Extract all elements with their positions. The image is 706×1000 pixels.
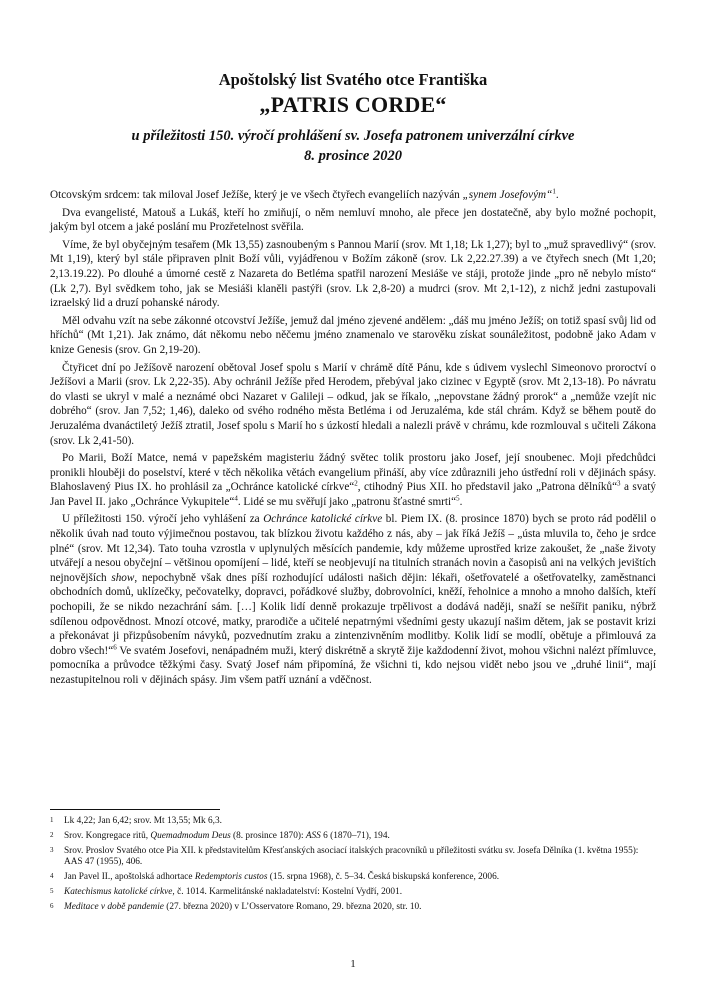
footnote-text-part: (15. srpna 1968), č. 5–34. Česká biskupská konference, 2006. bbox=[267, 872, 500, 883]
footnote-text-part: 6 (1870–71), 194. bbox=[320, 830, 390, 841]
footnote-ref-4[interactable]: 4 bbox=[234, 494, 238, 503]
p6-text-e: . bbox=[459, 495, 463, 508]
footnotes bbox=[50, 816, 656, 917]
p7-text-a: U příležitosti 150. výročí jeho vyhlášení za bbox=[62, 513, 264, 526]
footnote-number: 2 bbox=[50, 830, 54, 839]
subtitle-occasion: u příležitosti 150. výročí prohlášení sv. Josefa patronem univerzální církve bbox=[131, 128, 575, 144]
footnote-number: 4 bbox=[50, 872, 54, 881]
document-title: „PATRIS CORDE“ bbox=[259, 92, 447, 117]
footnote-3 bbox=[50, 846, 656, 870]
footnote-text-part: Jan Pavel II., apoštolská adhortace bbox=[64, 872, 195, 883]
paragraph-1 bbox=[50, 188, 656, 203]
paragraph-2: Dva evangelisté, Matouš a Lukáš, kteří ho zmiňují, o něm nemluví mnoho, ale přece jen dostatečně, aby bylo možné pochopit, jakým byl otcem a jaké poslání mu Prozřetelnost svěřila. bbox=[50, 206, 656, 234]
paragraph-3: Víme, že byl obyčejným tesařem (Mk 13,55) zasnoubeným s Pannou Marií (srov. Mt 1,18; Lk 1,27); byl to „muž spravedlivý“ (srov. Mt 1,19), který byl stále připraven plnit Boží vůli, vyjádřenou v Božím zákoně (srov. Lk 2,22.27.39) a ve čtyřech snech (Mt 1,20; 2,13.19.22). Po dlouhé a úmorné cestě z Nazareta do Betléma spatřil narození Mesiáše ve stáji, protože jinde „pro ně nebylo místo“ (Lk 2,7). Byl svědkem toho, jak se Mesiáši klaněli pastýři (srov. Lk 2,8-20) a mudrci (srov. Mt 2,1-12), z nichž jedni zastupovali izraelský lid a druzí pohanské národy. bbox=[50, 238, 656, 310]
p1-text: Otcovským srdcem: tak miloval Josef Ježíše, který je ve všech čtyřech evangeliích nazýván bbox=[50, 189, 463, 201]
footnote-text-part: (27. března 2020) v L’Osservatore Romano, 29. března 2020, str. 10. bbox=[163, 901, 422, 912]
p7-text-f: Ve svatém Josefovi, nenápadném muži, který diskrétně a skrytě žije každodenní život, mohou všichni nalézt přímluvce, pomocníka a průvodce těžkými časy. Svatý Josef nám připomíná, že všichni ti, kdo nejsou vidět nebo jsou ve „druhé linii“, mají nezastupitelnou roli v dějinách spásy. Jim všem patří uznání a vděčnost. bbox=[50, 644, 657, 686]
footnote-italic: Katechismus katolické církve bbox=[64, 886, 173, 897]
footnote-text-part: Lk 4,22; Jan 6,42; srov. Mt 13,55; Mk 6,3. bbox=[64, 816, 222, 826]
footnote-6 bbox=[50, 902, 656, 914]
paragraph-4: Měl odvahu vzít na sebe zákonné otcovství Ježíše, jemuž dal jméno zjevené andělem: „dáš mu jméno Ježíš; on totiž spasí svůj lid od hříchů“ (Mt 1,21). Jak známo, dát někomu nebo něčemu jméno znamenalo ve starověku získat sounáležitost, podobně jako Adam v knize Genesis (srov. Gn 2,19-20). bbox=[50, 314, 656, 356]
footnote-ref-3[interactable]: 3 bbox=[617, 479, 621, 488]
footnote-text-part: Srov. Proslov Svatého otce Pia XII. k představitelům Křesťanských asociací italských pracovníků u příležitosti svátku sv. Josefa Dělníka (1. května 1955): AAS 47 (1955), 406. bbox=[64, 845, 639, 868]
p1-end: . bbox=[555, 189, 559, 201]
footnote-text bbox=[64, 816, 656, 828]
footnote-text bbox=[64, 872, 656, 884]
p1-quote: „synem Josefovým“ bbox=[462, 189, 553, 201]
footnote-1 bbox=[50, 816, 656, 828]
footnote-text-part: Srov. Kongregace ritů, bbox=[64, 830, 151, 841]
footnote-text-part: , č. 1014. Karmelitánské nakladatelství: Kostelní Vydří, 2001. bbox=[172, 886, 403, 897]
footnote-text bbox=[64, 902, 656, 914]
footnote-number: 3 bbox=[50, 845, 54, 854]
paragraph-7 bbox=[50, 512, 656, 687]
p7-italic-show: show bbox=[111, 571, 135, 584]
footnote-text bbox=[64, 846, 656, 870]
footnote-italic: Redemptoris custos bbox=[194, 872, 268, 883]
footnote-text bbox=[64, 831, 656, 843]
footnote-italic: ASS bbox=[305, 830, 321, 841]
footnote-ref-5[interactable]: 5 bbox=[456, 494, 460, 503]
footnote-italic: Meditace v době pandemie bbox=[64, 901, 164, 912]
p6-text-b: , ctihodný Pius XII. ho představil jako „Patrona dělníků“ bbox=[357, 481, 618, 494]
footnote-text-part: (8. prosince 1870): bbox=[230, 830, 306, 841]
paragraph-6 bbox=[50, 451, 656, 509]
footnote-number: 5 bbox=[50, 886, 54, 895]
footnote-5 bbox=[50, 887, 656, 899]
p7-text-e: , nepochybně však dnes píší rozhodující události našich dějin: lékaři, ošetřovatelé a ošetřovatelky, zaměstnanci obchodních domů, uklízečky, pečovatelky, dopravci, pořádkové služby, dobrovolníci, kněží, řeholnice a mnoho a mnoho dalších, kteří pochopili, že se nikdo nezachrání sám. […] Kolik lidí denně prokazuje trpělivost a dodává naději, snaží se nešířit paniku, nýbrž sdílenou odpovědnost. Mnozí otcové, matky, prarodiče a učitelé nepatrnými všedními gesty ukazují našim dětem, jak se postavit krizi a překonávat ji přizpůsobením návyků, pozvednutím zraku a zintenzivněním modlitby. Kolik lidí se modlí, obětuje a přimlouvá za dobro všech!“ bbox=[50, 571, 656, 657]
footnote-ref-1[interactable]: 1 bbox=[552, 187, 556, 196]
footnote-ref-6[interactable]: 6 bbox=[113, 643, 117, 652]
p7-text-c: bl. Piem IX. (8. prosince 1870) bych se proto rád podělil o několik úvah nad touto výjimečnou postavou, tak blízkou životu každého z nás, aby – jak říká Ježíš – „ústa mluvila to, čeho je srdce plné“ (srov. Mt 12,34). Tato touha vzrostla v uplynulých měsících pandemie, kdy můžeme uprostřed krize zakoušet, že „naše životy utvářejí a nesou obyčejní – většinou opomíjení – lidé, kteří se neobjevují na titulních stranách novin a časopisů ani na velkých jevištích nejnovějších bbox=[50, 513, 656, 584]
p6-text-d: . Lidé se mu svěřují jako „patronu šťastné smrti“ bbox=[237, 495, 457, 508]
footnote-italic: Quemadmodum Deus bbox=[150, 830, 231, 841]
document-subtitle bbox=[0, 126, 706, 166]
footnote-number: 1 bbox=[50, 816, 54, 824]
footnote-4 bbox=[50, 872, 656, 884]
page-number: 1 bbox=[350, 958, 356, 970]
footnote-2 bbox=[50, 831, 656, 843]
footnote-ref-2[interactable]: 2 bbox=[354, 479, 358, 488]
document-body bbox=[50, 188, 656, 691]
subtitle-date: 8. prosince 2020 bbox=[304, 148, 402, 164]
footnote-number: 6 bbox=[50, 901, 54, 910]
p7-italic-title: Ochránce katolické církve bbox=[263, 513, 383, 526]
paragraph-5: Čtyřicet dní po Ježíšově narození obětoval Josef spolu s Marií v chrámě dítě Pánu, kde s údivem vyslechl Simeonovo proroctví o Ježíšovi a Marii (srov. Lk 2,22-35). Aby ochránil Ježíše před Herodem, přebýval jako cizinec v Egyptě (srov. Mt 2,13-18). Po návratu do vlasti se ukryl v malé a neznámé obci Nazaret v Galileji – odkud, jak se říkalo, „nepovstane žádný prorok“ a „nemůže vzejít nic dobrého“ (srov. Jan 7,52; 1,46), daleko od svého rodného města Betléma i od Jeruzaléma, kde stál chrám. Když se během poutě do Jeruzaléma dvanáctiletý Ježíš ztratil, Josef spolu s Marií ho s úzkostí hledali a nalezli právě v chrámu, kde rozmlouval s učiteli Zákona (srov. Lk 2,41-50). bbox=[50, 361, 656, 447]
footnote-text bbox=[64, 887, 656, 899]
p6-text-a: Po Marii, Boží Matce, nemá v papežském magisteriu žádný světec tolik prostoru jako Josef, její snoubenec. Moji předchůdci pronikli hlouběji do poselství, které v těch několika větách evangelium přináší, aby více zdůraznili jeho ústřední roli v dějinách spásy. Blahoslavený Pius IX. ho prohlásil za „Ochránce katolické církve“ bbox=[50, 452, 656, 494]
footnote-separator bbox=[50, 809, 220, 810]
p6-text-c: a svatý Jan Pavel II. jako „Ochránce Vykupitele“ bbox=[50, 481, 656, 508]
document-heading-line1: Apoštolský list Svatého otce Františka bbox=[218, 70, 488, 89]
